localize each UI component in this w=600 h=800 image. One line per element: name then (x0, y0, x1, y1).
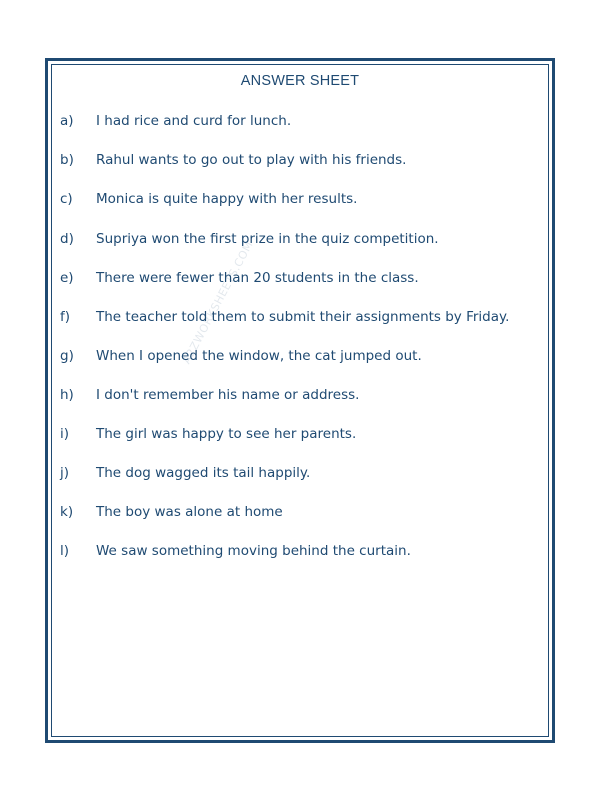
answer-letter: h) (60, 387, 74, 403)
answer-text: The girl was happy to see her parents. (96, 426, 357, 442)
answer-letter: k) (60, 504, 74, 520)
answer-text: Supriya won the first prize in the quiz competition. (96, 231, 439, 247)
answer-row-j (52, 465, 548, 487)
answer-letter: d) (60, 231, 74, 247)
answer-text: Rahul wants to go out to play with his friends. (96, 152, 407, 168)
answer-text: The boy was alone at home (96, 504, 283, 520)
answer-row-e (52, 270, 548, 292)
answer-letter: a) (60, 113, 74, 129)
answer-text: There were fewer than 20 students in the class. (96, 270, 419, 286)
answer-row-b (52, 152, 548, 174)
answer-letter: i) (60, 426, 70, 442)
answer-sheet-inner-frame (51, 64, 549, 737)
answer-text: We saw something moving behind the curtain. (96, 543, 411, 559)
answer-letter: e) (60, 270, 74, 286)
answer-letter: g) (60, 348, 74, 364)
answer-text: I had rice and curd for lunch. (96, 113, 292, 129)
answer-row-f (52, 309, 548, 331)
answer-letter: b) (60, 152, 74, 168)
answer-row-d (52, 231, 548, 253)
answer-row-i (52, 426, 548, 448)
watermark: A2ZWORKSHEETS.COM (180, 238, 256, 367)
sheet-title: ANSWER SHEET (240, 73, 360, 89)
answer-row-l (52, 543, 548, 565)
answer-text: I don't remember his name or address. (96, 387, 360, 403)
answer-row-h (52, 387, 548, 409)
answer-row-c (52, 191, 548, 213)
answer-text: The dog wagged its tail happily. (96, 465, 311, 481)
answer-letter: j) (60, 465, 70, 481)
answer-letter: c) (60, 191, 73, 207)
answer-letter: l) (60, 543, 70, 559)
answer-row-a (52, 113, 548, 135)
answer-letter: f) (60, 309, 71, 325)
answer-text: The teacher told them to submit their assignments by Friday. (96, 309, 510, 325)
answer-sheet-frame (45, 58, 555, 743)
answer-text: Monica is quite happy with her results. (96, 191, 358, 207)
answer-row-g (52, 348, 548, 370)
answer-row-k (52, 504, 548, 526)
answer-text: When I opened the window, the cat jumped out. (96, 348, 422, 364)
